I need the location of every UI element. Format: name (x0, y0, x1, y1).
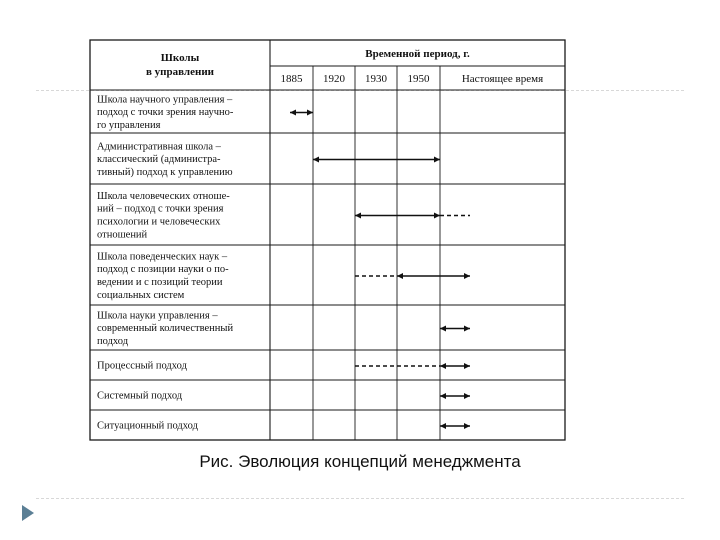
arrowhead-right-icon (307, 110, 313, 116)
school-name-text: психологии и человеческих (97, 216, 221, 228)
school-name-text: тивный) подход к управлению (97, 166, 233, 178)
year-label: Настоящее время (461, 73, 544, 85)
arrowhead-right-icon (464, 363, 470, 369)
school-name-text: подход с позиции науки о по- (97, 264, 229, 276)
year-label: 1930 (365, 73, 387, 85)
schools-header-text: в управлении (145, 66, 215, 78)
school-name-text: Школа человеческих отноше- (97, 190, 230, 202)
school-name-text: Ситуационный подход (97, 420, 198, 432)
school-name-text: ний – подход с точки зрения (97, 203, 224, 215)
arrowhead-left-icon (313, 157, 319, 163)
year-label: 1920 (323, 73, 345, 85)
school-name-text: Школа научного управления – (97, 94, 233, 106)
arrowhead-right-icon (464, 393, 470, 399)
school-name-text: Школа поведенческих наук – (97, 251, 228, 263)
school-name-text: Системный подход (97, 390, 183, 402)
figure-caption: Рис. Эволюция концепций менеджмента (199, 452, 521, 471)
arrowhead-left-icon (355, 213, 361, 219)
year-label: 1885 (280, 73, 303, 85)
arrowhead-right-icon (464, 423, 470, 429)
school-name-text: го управления (97, 119, 161, 131)
arrowhead-left-icon (440, 393, 446, 399)
period-header-text: Временной период, г. (365, 48, 470, 60)
arrowhead-left-icon (440, 363, 446, 369)
arrowhead-right-icon (434, 213, 440, 219)
school-name-text: отношений (97, 229, 148, 241)
school-name-text: современный количественный (97, 323, 234, 335)
arrowhead-right-icon (434, 157, 440, 163)
school-name-text: ведении и с позиций теории (97, 277, 223, 288)
arrowhead-left-icon (397, 273, 403, 279)
arrowhead-right-icon (464, 326, 470, 332)
school-name-text: подход (97, 335, 129, 347)
school-name-text: подход с точки зрения научно- (97, 107, 234, 119)
arrowhead-right-icon (464, 273, 470, 279)
year-label: 1950 (407, 73, 430, 85)
arrowhead-left-icon (290, 110, 296, 116)
school-name-text: социальных систем (97, 289, 185, 301)
school-name-text: Административная школа – (97, 141, 221, 153)
school-name-text: Процессный подход (97, 360, 187, 372)
schools-header-text: Школы (160, 52, 200, 64)
school-name-text: Школа науки управления – (97, 310, 218, 322)
arrowhead-left-icon (440, 423, 446, 429)
school-name-text: классический (администра- (97, 154, 221, 166)
arrowhead-left-icon (440, 326, 446, 332)
